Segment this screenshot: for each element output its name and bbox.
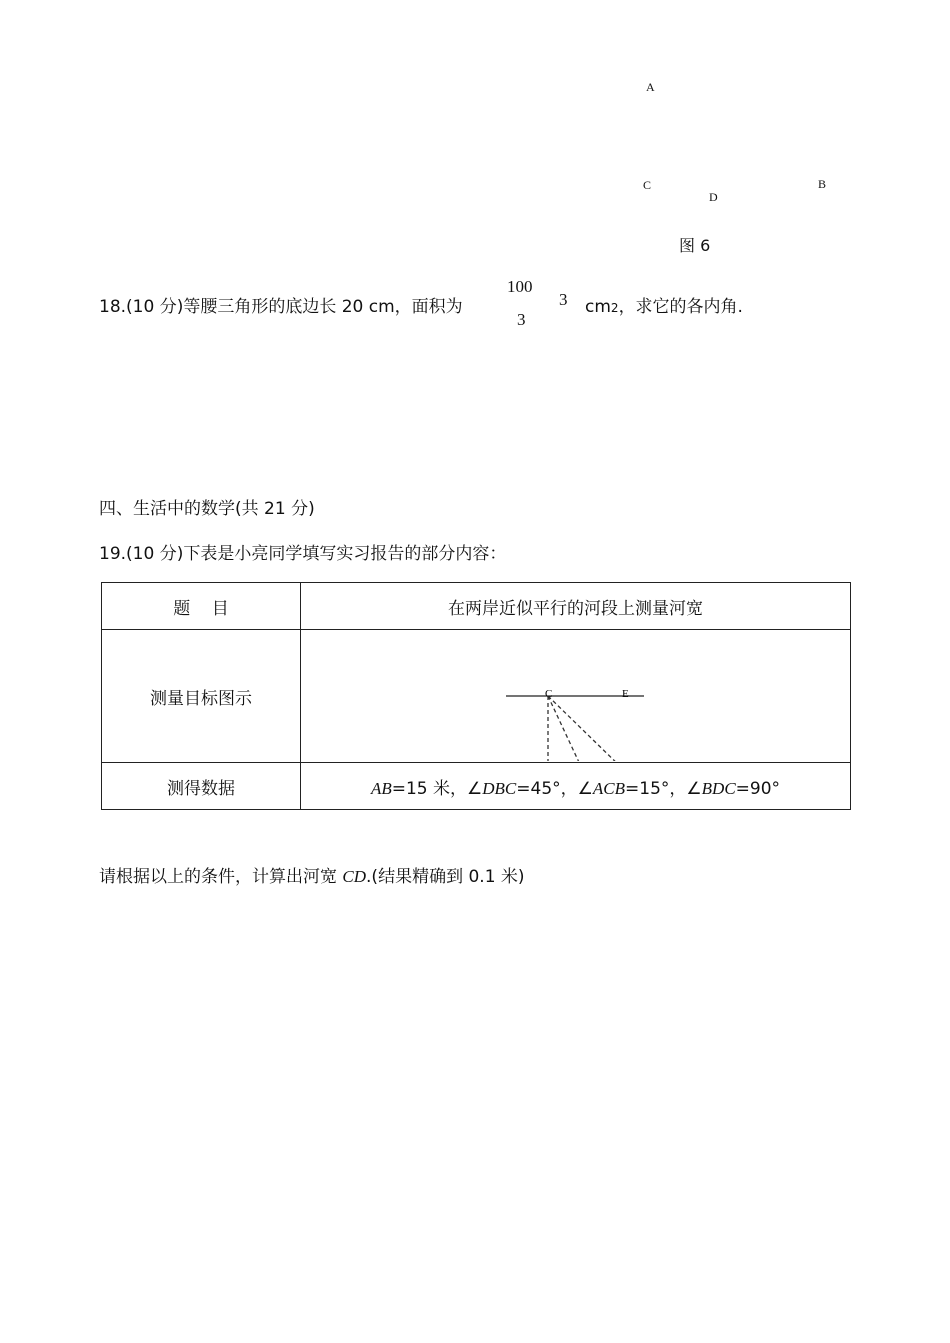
q18-unit xyxy=(585,292,743,317)
var-ab: AB xyxy=(370,778,392,798)
q18-fraction-denominator: 3 xyxy=(517,310,526,329)
angle-symbol: ∠ xyxy=(686,778,702,799)
var-cd: CD xyxy=(342,867,367,886)
table-row xyxy=(102,763,851,810)
bdc-value: =90° xyxy=(735,778,781,799)
diagram-label-e: E xyxy=(622,688,629,700)
segment-ca xyxy=(548,696,584,761)
q18-text-end: ，求它的各内角. xyxy=(618,297,743,317)
table-row xyxy=(102,583,851,630)
table-row xyxy=(102,630,851,763)
q19-question-after: .(结果精确到 0.1 米) xyxy=(366,867,525,887)
var-bdc: BDC xyxy=(701,778,736,798)
angle-symbol: ∠ xyxy=(577,778,593,799)
q18-text: 18.(10 分)等腰三角形的底边长 20 cm，面积为 xyxy=(99,297,463,317)
segment-cb xyxy=(548,696,627,761)
ab-value: =15 米， xyxy=(391,778,468,799)
q18-fraction-numerator: 100 xyxy=(507,277,533,296)
fig6-caption: 图 6 xyxy=(679,236,711,255)
row2-diagram-cell xyxy=(301,630,851,763)
report-table xyxy=(101,582,851,810)
row1-label: 题 目 xyxy=(102,583,301,630)
var-dbc: DBC xyxy=(482,778,517,798)
diagram-label-c: C xyxy=(545,688,553,700)
river-diagram xyxy=(301,631,849,761)
row3-data xyxy=(301,763,851,810)
q18-unit-text: cm xyxy=(585,297,611,317)
row2-label: 测量目标图示 xyxy=(102,630,301,763)
q18-radical: 3 xyxy=(559,290,568,309)
q19-intro: 19.(10 分)下表是小亮同学填写实习报告的部分内容： xyxy=(99,544,507,564)
fig6-label-c: C xyxy=(643,178,652,192)
fig6-label-a: A xyxy=(646,80,655,94)
row3-label: 测得数据 xyxy=(102,763,301,810)
angle-symbol: ∠ xyxy=(467,778,483,799)
acb-value: =15°， xyxy=(625,778,687,799)
var-acb: ACB xyxy=(592,778,626,798)
q19-question-before: 请根据以上的条件，计算出河宽 xyxy=(99,867,337,887)
q19-question xyxy=(99,862,525,887)
dbc-value: =45°， xyxy=(516,778,578,799)
fig6-label-b: B xyxy=(818,177,827,191)
row1-value: 在两岸近似平行的河段上测量河宽 xyxy=(301,583,851,630)
q18-unit-sub: 2 xyxy=(610,301,619,315)
section4-title: 四、生活中的数学(共 21 分) xyxy=(99,499,315,519)
fig6-label-d: D xyxy=(709,190,718,204)
